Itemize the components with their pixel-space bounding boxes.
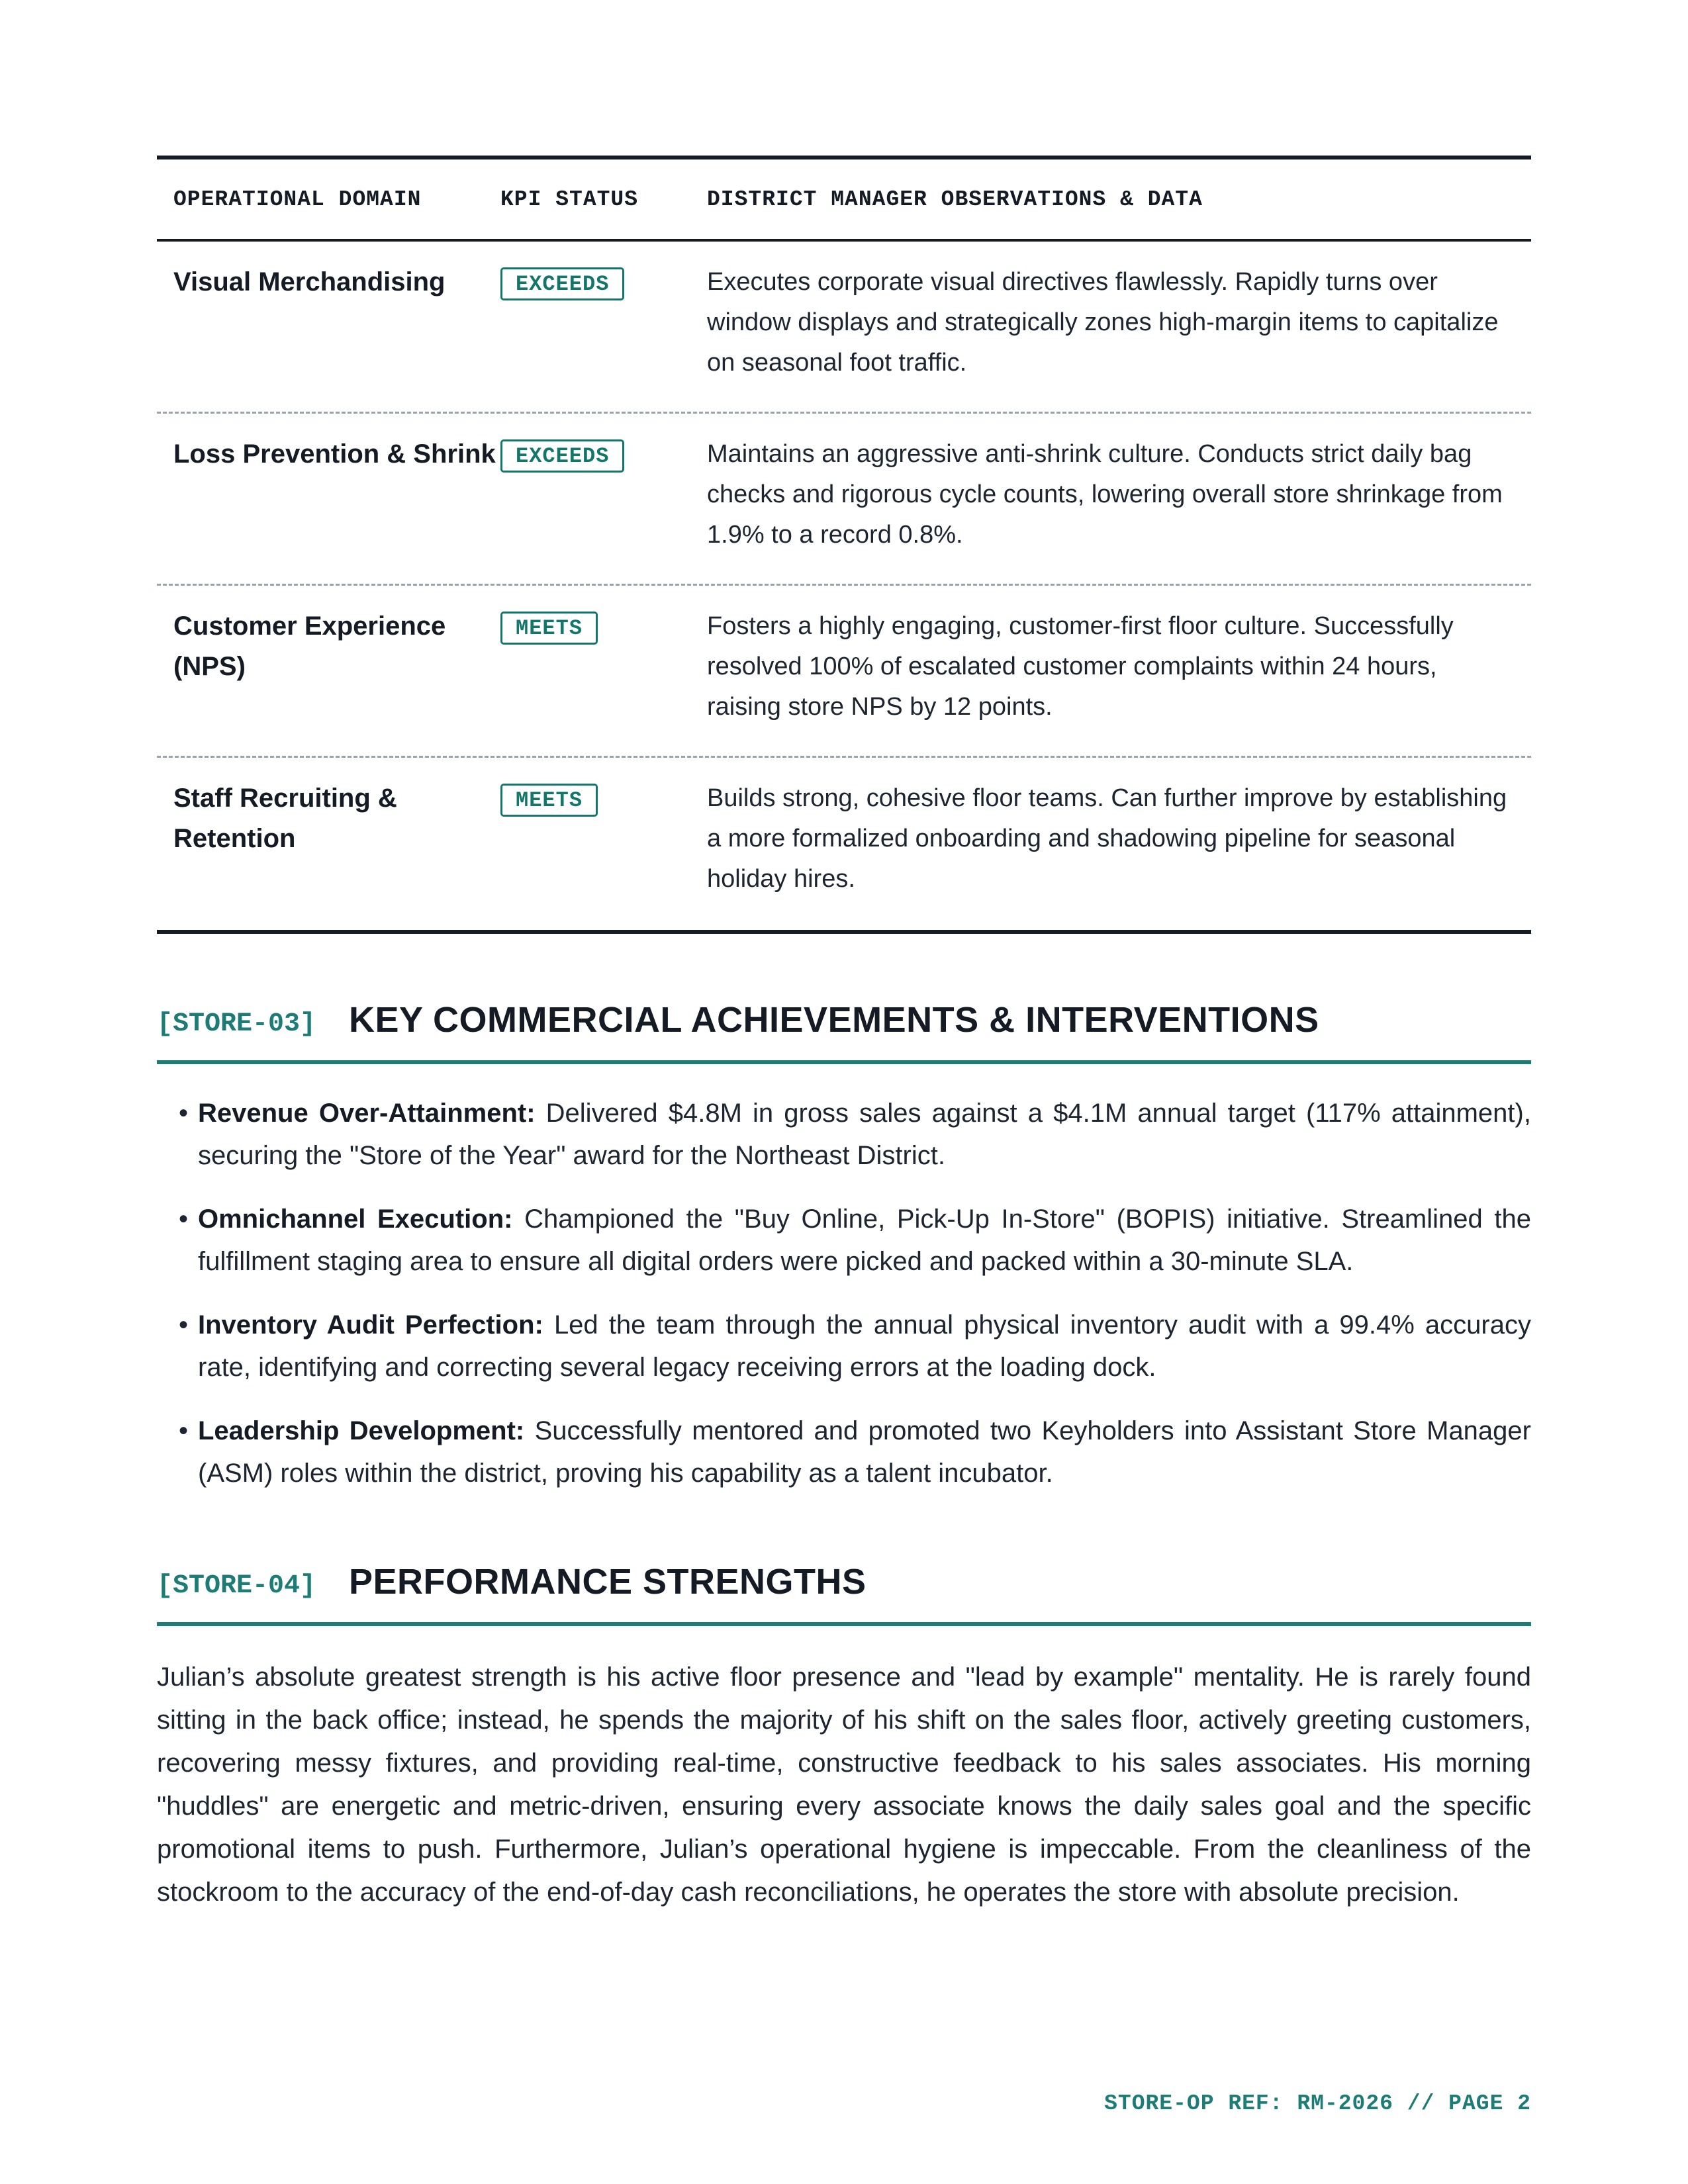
table-row	[157, 242, 1531, 414]
section-tag: [STORE-04]	[157, 1571, 316, 1601]
table-row	[157, 414, 1531, 586]
observation-cell: Builds strong, cohesive floor teams. Can further improve by establishing a more formalized onboarding and shadowing pipeline for seasonal holiday hires.	[707, 784, 1507, 893]
bullet-text: Championed the "Buy Online, Pick-Up In-Store" (BOPIS) initiative. Streamlined the fulfillment staging area to ensure all digital orders were picked and packed within a 30-minute SLA.	[198, 1205, 1531, 1276]
observation-cell: Fosters a highly engaging, customer-first floor culture. Successfully resolved 100% of escalated customer complaints within 24 hours, raising store NPS by 12 points.	[707, 612, 1454, 721]
header-operational-domain: OPERATIONAL DOMAIN	[173, 187, 422, 212]
achievements-list	[157, 1092, 1531, 1516]
section-tag: [STORE-03]	[157, 1009, 316, 1039]
status-cell	[500, 614, 707, 756]
table-row	[157, 758, 1531, 930]
bullet-label: Leadership Development:	[198, 1416, 525, 1445]
status-badge: EXCEEDS	[500, 267, 624, 300]
status-cell	[500, 269, 707, 412]
list-item	[157, 1198, 1531, 1283]
domain-cell: Staff Recruiting & Retention	[173, 784, 397, 853]
domain-cell: Loss Prevention & Shrink	[173, 439, 496, 469]
section-header-achievements	[157, 1000, 1531, 1064]
list-item	[157, 1092, 1531, 1177]
status-badge: EXCEEDS	[500, 439, 624, 473]
observation-cell: Executes corporate visual directives flawlessly. Rapidly turns over window displays and strategically zones high-margin items to capitalize on seasonal foot traffic.	[707, 268, 1499, 377]
bullet-text: Successfully mentored and promoted two Keyholders into Assistant Store Manager (ASM) roles within the district, proving his capability as a talent incubator.	[198, 1416, 1531, 1488]
bullet-label: Omnichannel Execution:	[198, 1205, 513, 1234]
section-header-strengths	[157, 1562, 1531, 1626]
status-cell	[500, 786, 707, 930]
observation-cell: Maintains an aggressive anti-shrink culture. Conducts strict daily bag checks and rigorous cycle counts, lowering overall store shrinkage from 1.9% to a record 0.8%.	[707, 440, 1503, 549]
status-cell	[500, 441, 707, 584]
list-item	[157, 1410, 1531, 1494]
bullet-label: Inventory Audit Perfection:	[198, 1310, 543, 1340]
status-badge: MEETS	[500, 784, 598, 817]
header-kpi-status: KPI STATUS	[500, 187, 639, 212]
header-observations: DISTRICT MANAGER OBSERVATIONS & DATA	[707, 187, 1203, 212]
kpi-table-header	[157, 159, 1531, 242]
kpi-table	[157, 156, 1531, 934]
bullet-icon: •	[179, 1099, 189, 1128]
bullet-icon: •	[179, 1310, 189, 1340]
section-title: KEY COMMERCIAL ACHIEVEMENTS & INTERVENTIONS	[349, 1000, 1319, 1040]
bullet-text: Delivered $4.8M in gross sales against a $4.1M annual target (117% attainment), securing the "Store of the Year" award for the Northeast District.	[198, 1099, 1531, 1170]
bullet-icon: •	[179, 1205, 189, 1234]
bullet-label: Revenue Over-Attainment:	[198, 1099, 536, 1128]
page-footer: STORE-OP REF: RM-2026 // PAGE 2	[1104, 2091, 1531, 2116]
strengths-paragraph: Julian’s absolute greatest strength is his active floor presence and "lead by example" mentality. He is rarely found sitting in the back office; instead, he spends the majority of his shift on the sales floor, actively greeting customers, recovering messy fixtures, and providing real-time, constructive feedback to his sales associates. His morning "huddles" are energetic and metric-driven, ensuring every associate knows the daily sales goal and the specific promotional items to push. Furthermore, Julian’s operational hygiene is impeccable. From the cleanliness of the stockroom to the accuracy of the end-of-day cash reconciliations, he operates the store with absolute precision.	[157, 1662, 1531, 1907]
bullet-text: Led the team through the annual physical inventory audit with a 99.4% accuracy rate, identifying and correcting several legacy receiving errors at the loading dock.	[198, 1310, 1531, 1382]
domain-cell: Visual Merchandising	[173, 267, 445, 296]
section-title: PERFORMANCE STRENGTHS	[349, 1562, 867, 1602]
bullet-icon: •	[179, 1416, 189, 1445]
list-item	[157, 1304, 1531, 1388]
table-row	[157, 586, 1531, 758]
domain-cell: Customer Experience (NPS)	[173, 612, 446, 681]
status-badge: MEETS	[500, 612, 598, 645]
